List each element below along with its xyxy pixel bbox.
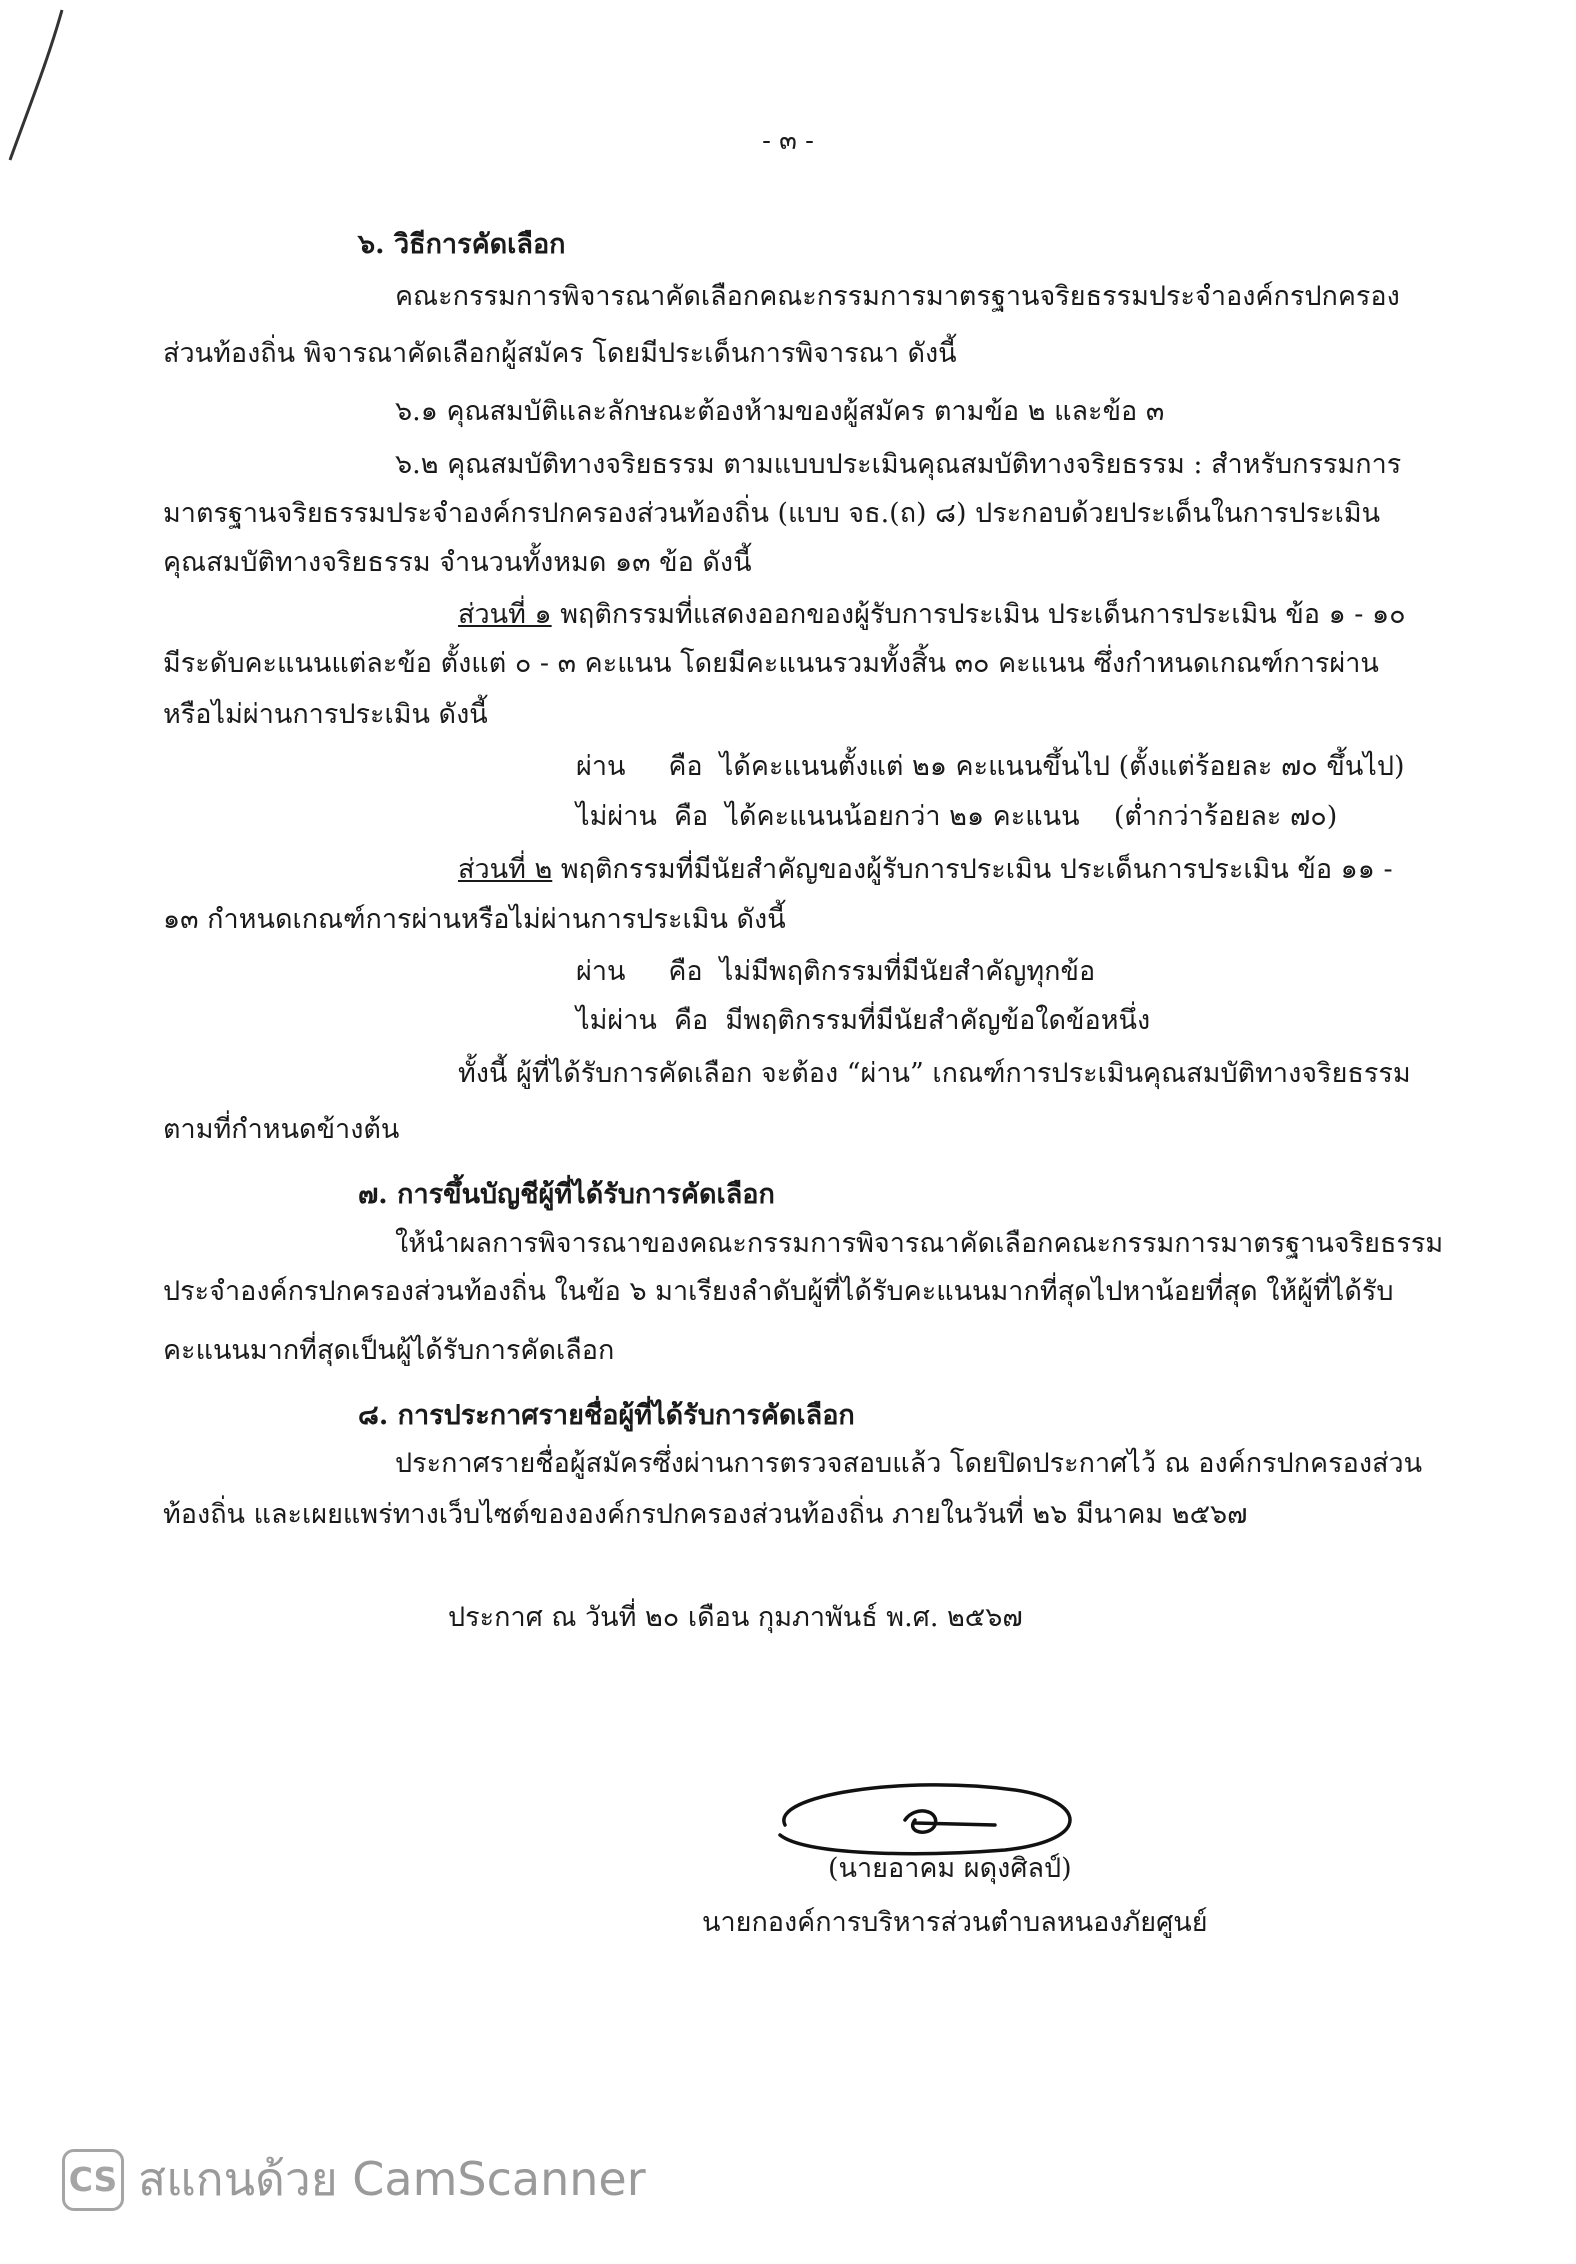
section-7-line-1: ให้นำผลการพิจารณาของคณะกรรมการพิจารณาคัดเลือกคณะกรรมการมาตรฐานจริยธรรม (395, 1228, 1444, 1259)
part-2-pass-criterion: ผ่าน คือ ไม่มีพฤติกรรมที่มีนัยสำคัญทุกข้อ (576, 956, 1096, 987)
part-2-line-1 (458, 853, 1393, 887)
section-7-line-2: ประจำองค์กรปกครองส่วนท้องถิ่น ในข้อ ๖ มาเรียงลำดับผู้ที่ได้รับคะแนนมากที่สุดไปหาน้อยที่สุด ให้ผู้ที่ได้รับ (163, 1276, 1394, 1307)
part-2-line-1-text: พฤติกรรมที่มีนัยสำคัญของผู้รับการประเมิน ประเด็นการประเมิน ข้อ ๑๑ - (552, 854, 1393, 885)
item-6-2-line-1: ๖.๒ คุณสมบัติทางจริยธรรม ตามแบบประเมินคุณสมบัติทางจริยธรรม : สำหรับกรรมการ (395, 449, 1402, 480)
part-1-line-3: หรือไม่ผ่านการประเมิน ดังนี้ (163, 699, 488, 730)
part-1-line-1 (458, 598, 1406, 632)
item-6-2-line-3: คุณสมบัติทางจริยธรรม จำนวนทั้งหมด ๑๓ ข้อ ดังนี้ (163, 547, 752, 578)
section-6-intro-line-2: ส่วนท้องถิ่น พิจารณาคัดเลือกผู้สมัคร โดยมีประเด็นการพิจารณา ดังนี้ (163, 338, 957, 369)
section-8-line-1: ประกาศรายชื่อผู้สมัครซึ่งผ่านการตรวจสอบแล้ว โดยปิดประกาศไว้ ณ องค์กรปกครองส่วน (395, 1448, 1423, 1479)
announcement-date: ประกาศ ณ วันที่ ๒๐ เดือน กุมภาพันธ์ พ.ศ. ๒๕๖๗ (448, 1602, 1023, 1633)
part-1-line-2: มีระดับคะแนนแต่ละข้อ ตั้งแต่ ๐ - ๓ คะแนน โดยมีคะแนนรวมทั้งสิ้น ๓๐ คะแนน ซึ่งกำหนดเกณฑ์การผ่าน (163, 648, 1379, 679)
conclusion-line-1: ทั้งนี้ ผู้ที่ได้รับการคัดเลือก จะต้อง “ผ่าน” เกณฑ์การประเมินคุณสมบัติทางจริยธรรม (458, 1058, 1411, 1089)
section-7-heading: ๗. การขึ้นบัญชีผู้ที่ได้รับการคัดเลือก (358, 1179, 775, 1210)
camscanner-text: สแกนด้วย CamScanner (138, 2152, 646, 2206)
part-2-line-2: ๑๓ กำหนดเกณฑ์การผ่านหรือไม่ผ่านการประเมิน ดังนี้ (163, 904, 786, 935)
conclusion-line-2: ตามที่กำหนดข้างต้น (163, 1114, 400, 1145)
part-1-pass-criterion: ผ่าน คือ ได้คะแนนตั้งแต่ ๒๑ คะแนนขึ้นไป (ตั้งแต่ร้อยละ ๗๐ ขึ้นไป) (576, 751, 1405, 782)
signer-name: (นายอาคม ผดุงศิลป์) (828, 1853, 1072, 1884)
part-1-line-1-text: พฤติกรรมที่แสดงออกของผู้รับการประเมิน ประเด็นการประเมิน ข้อ ๑ - ๑๐ (551, 599, 1406, 630)
page-number: - ๓ - (762, 126, 814, 156)
signer-title: นายกองค์การบริหารส่วนตำบลหนองภัยศูนย์ (702, 1907, 1208, 1938)
part-2-fail-criterion: ไม่ผ่าน คือ มีพฤติกรรมที่มีนัยสำคัญข้อใดข้อหนึ่ง (576, 1005, 1151, 1036)
section-8-line-2: ท้องถิ่น และเผยแพร่ทางเว็บไซต์ขององค์กรปกครองส่วนท้องถิ่น ภายในวันที่ ๒๖ มีนาคม ๒๕๖๗ (163, 1499, 1248, 1530)
section-6-heading: ๖. วิธีการคัดเลือก (358, 229, 566, 260)
section-6-intro-line-1: คณะกรรมการพิจารณาคัดเลือกคณะกรรมการมาตรฐานจริยธรรมประจำองค์กรปกครอง (395, 281, 1400, 312)
handwritten-signature (765, 1765, 1105, 1865)
item-6-2-line-2: มาตรฐานจริยธรรมประจำองค์กรปกครองส่วนท้องถิ่น (แบบ จธ.(ถ) ๘) ประกอบด้วยประเด็นในการประเมิน (163, 498, 1381, 529)
camscanner-watermark (62, 2143, 646, 2216)
section-7-line-3: คะแนนมากที่สุดเป็นผู้ได้รับการคัดเลือก (163, 1335, 615, 1366)
camscanner-logo-icon: CS (62, 2149, 124, 2211)
part-1-label: ส่วนที่ ๑ (458, 599, 552, 630)
part-2-label: ส่วนที่ ๒ (458, 854, 553, 885)
item-6-1: ๖.๑ คุณสมบัติและลักษณะต้องห้ามของผู้สมัคร ตามข้อ ๒ และข้อ ๓ (395, 396, 1165, 427)
part-1-fail-criterion: ไม่ผ่าน คือ ได้คะแนนน้อยกว่า ๒๑ คะแนน (ต่ำกว่าร้อยละ ๗๐) (576, 801, 1338, 832)
section-8-heading: ๘. การประกาศรายชื่อผู้ที่ได้รับการคัดเลือก (358, 1400, 855, 1431)
